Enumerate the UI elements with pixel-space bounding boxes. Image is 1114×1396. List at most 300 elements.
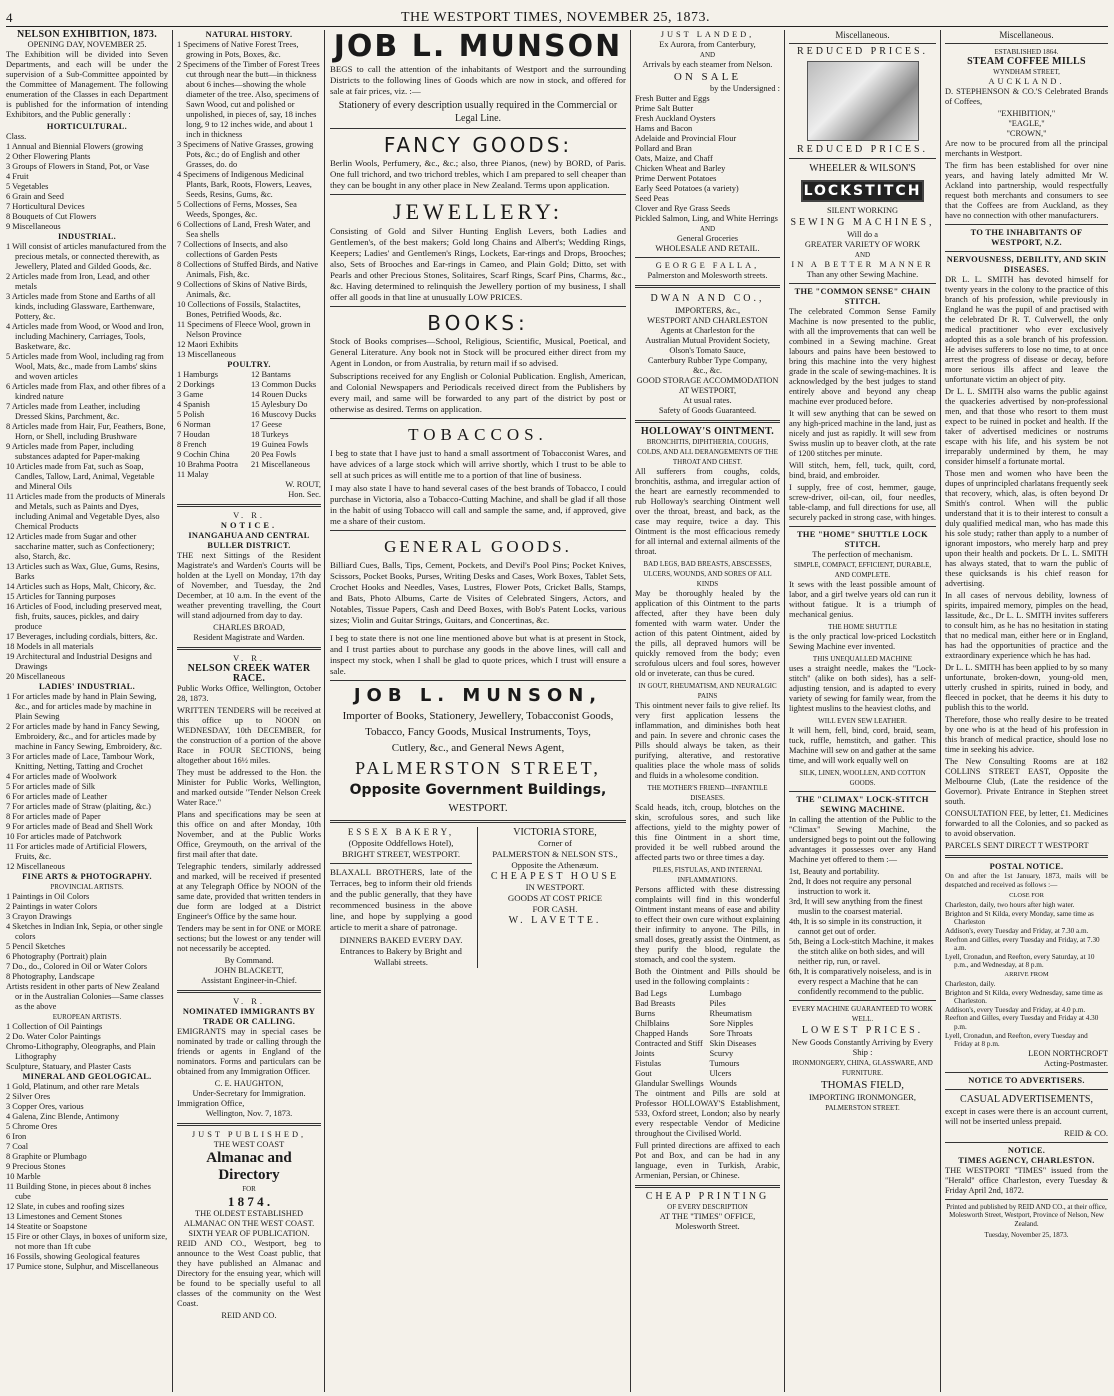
list-item: 10 Collections of Fossils, Stalactites, Bones, Petrified Woods, &c. xyxy=(177,300,301,319)
almanac-title: Almanac and Directory xyxy=(206,1150,292,1183)
under-secretary: Under-Secretary for Immigration. xyxy=(192,1089,306,1098)
holloway-end: The ointment and Pills are sold at Professor HOLLOWAY'S Establishment, 533, Oxford street, London; also by nearly every respectable Vendor of Medicine throughout the Civilised World. xyxy=(635,1089,780,1138)
list-item: Contracted and Stiff Joints xyxy=(635,1039,703,1058)
greater-variety: GREATER VARIETY OF WORK xyxy=(804,240,921,249)
munson-name-2: JOB L. MUNSON, xyxy=(353,685,603,706)
unequalled-sub: THIS UNEQUALLED MACHINE xyxy=(812,655,913,663)
sixth-year: SIXTH YEAR OF PUBLICATION. xyxy=(188,1229,310,1238)
column-munson xyxy=(330,30,626,1390)
tobaccos-text: I beg to state that I have just to hand a small assortment of Tobacconist Wares, and have advices of a large stock which will arrive shortly, which I trust to be able to sell at such prices as will entitle me to a portion of that line of business. xyxy=(330,448,626,480)
list-item: 10 Marble xyxy=(6,1172,41,1181)
climax-list xyxy=(789,867,936,997)
list-item: Chicken Wheat and Barley xyxy=(635,164,726,173)
list-item: 5 For articles made of Silk xyxy=(6,782,96,791)
list-item: 5 Articles made from Wool, including rag from Wool, Mats, &c., made from Lambs' skins and woven articles xyxy=(6,352,164,381)
list-item: 10 For articles made of Patchwork xyxy=(6,832,122,841)
common-sense-text-4: I supply, free of cost, hemmer, gauge, screw-driver, oil-can, oil, four needles, table-clamp, and full directions for use, all securely packed in strong case, with hinges. xyxy=(789,483,936,522)
horticultural-heading: HORTICULTURAL. xyxy=(46,122,128,131)
list-item: 16 Articles of Food, including preserved meat, fish, fruits, sauces, pickles, and dairy produce xyxy=(6,602,162,631)
list-item: 12 Bantams xyxy=(251,370,291,379)
west-coast: THE WEST COAST xyxy=(213,1140,285,1149)
notice-advertisers: NOTICE TO ADVERTISERS. xyxy=(968,1075,1085,1085)
smith-parcels: PARCELS SENT DIRECT T WESTPORT xyxy=(945,841,1089,850)
holloway-subhead: BRONCHITIS, DIPHTHERIA, COUGHS, COLDS, AND ALL DERANGEMENTS OF THE THROAT AND CHEST. xyxy=(637,438,778,466)
list-item: 2 For articles made by hand in Fancy Sewing, Embroidery, &c., and for articles made by machine in Fancy Sewing, Embroidery, &c. xyxy=(6,722,162,751)
home-text: It sews with the least possible amount of labor, and a girl twelve years old can run it without fatigue. It is a triumph of mechanical genius. xyxy=(789,580,936,619)
in-westport: IN WESTPORT. xyxy=(525,882,585,892)
list-item: 4 Fruit xyxy=(6,172,29,181)
exhibition-title: NELSON EXHIBITION, 1873. xyxy=(16,30,157,40)
list-item: 5 Chrome Ores xyxy=(6,1122,58,1131)
broad-signature: CHARLES BROAD, xyxy=(213,623,285,632)
will-do: Will do a xyxy=(847,230,878,239)
leather-text: It will hem, fell, bind, cord, braid, seam, tuck, ruffle, hemstitch, and gather. This Machine will sew on and gather at the same time, and will work equally well on xyxy=(789,726,936,765)
dwan-importers: IMPORTERS, &c., xyxy=(674,306,741,315)
lowest-prices: LOWEST PRICES. xyxy=(801,1025,924,1036)
list-item: Fresh Auckland Oysters xyxy=(635,114,716,123)
list-item: 17 Geese xyxy=(251,420,282,429)
list-item: 9 Collections of Skins of Native Birds, Animals, &c. xyxy=(177,280,308,299)
list-item: Piles xyxy=(709,999,726,1008)
list-item: 6 Collections of Land, Fresh Water, and Sea shells xyxy=(177,220,311,239)
munson-name: JOB L. MUNSON xyxy=(333,30,623,64)
list-item: 9 Cochin China xyxy=(177,450,230,459)
close-for: CLOSE FOR xyxy=(1009,892,1044,900)
reduced-prices: REDUCED PRICES. xyxy=(796,46,929,57)
general-goods-text: Billiard Cues, Balls, Tips, Cement, Pockets, and Devil's Pool Pins; Pocket Knives, Scissors, Pocket Books, Purses, Writing Desks and Cases, Work Boxes, Tablet Sets, Crochet Hooks and Needles, Vases, Lustres, Flower Pots, Cricket Balls, Stamps, and Bats, Photo Albums, Carte de Visites of Celebrated Singers, Actors, and Notables, Tissue Papers, Cash and Deed Boxes, with Bob's Patent Locks, various sizes; Violin and Guitar Strings, Guitars, and Concertinas, &c. xyxy=(330,560,626,625)
list-item: 19 Architectural and Industrial Designs and Drawings xyxy=(6,652,152,671)
paragraph: They must be addressed to the Hon. the Minister for Public Works, Wellington, and marked outside "Tender Nelson Creek Water Race." xyxy=(177,768,321,807)
palmerston-street: PALMERSTON STREET, xyxy=(355,758,601,778)
list-item: 9 For articles made of Bead and Shell Work xyxy=(6,822,153,831)
inangahua-heading: INANGAHUA AND CENTRAL BULLER DISTRICT. xyxy=(188,531,310,550)
list-item: 3 Copper Ores, various xyxy=(6,1102,84,1111)
list-item: 5 Polish xyxy=(177,410,205,419)
list-item: 4 Spanish xyxy=(177,400,210,409)
importer-line-3: Cutlery, &c., and General News Agent, xyxy=(391,742,565,754)
list-item: Chilblains xyxy=(635,1019,670,1028)
times-office: AT THE "TIMES" OFFICE, xyxy=(659,1212,756,1221)
list-item: 2 Specimens of the Timber of Forest Trees cut through near the butt—in thickness about 6 inches—showing the whole diameter of the tree. Also, specimens of Sawn Wood, cut and polished or unpolished, in pieces of, say, 18 inches long, 9 to 12 inches wide, and about 1 inch in thickness xyxy=(177,60,320,139)
holloway-heading: HOLLOWAY'S OINTMENT. xyxy=(640,426,775,437)
casual-text: except in cases were there is an account current, will not be inserted unless prepaid. xyxy=(945,1106,1108,1126)
misc-heading-5: Miscellaneous. xyxy=(835,30,890,40)
common-sense-heading: THE "COMMON SENSE" CHAIN STITCH. xyxy=(794,287,931,306)
list-item: 12 Maori Exhibits xyxy=(177,340,238,349)
acting-postmaster: Acting-Postmaster. xyxy=(1044,1058,1108,1068)
industrial-heading: INDUSTRIAL. xyxy=(58,232,116,241)
guarantee-line: EVERY MACHINE GUARANTEED TO WORK WELL. xyxy=(792,1005,933,1023)
smith-text-6: Therefore, those who really desire to be treated by one who is at the head of his profession in this branch of medical practice, should lose no time in seeking his advice. xyxy=(945,715,1108,754)
list-item: 4 For articles made of Woolwork xyxy=(6,772,117,781)
list-item: 3rd, It will sew anything from the finest muslin to the coarsest material. xyxy=(789,897,923,916)
list-item: 2 Articles made from Iron, Lead, and other metals xyxy=(6,272,150,291)
list-item: 2 Other Flowering Plants xyxy=(6,152,91,161)
list-item: Bad Breasts xyxy=(635,999,676,1008)
list-item: "CROWN," xyxy=(1006,129,1047,138)
importer-line: Importer of Books, Stationery, Jewellery, Tobacconist Goods, xyxy=(342,710,614,722)
list-item: Addison's, every Tuesday and Friday, at 7.30 a.m. xyxy=(945,926,1089,935)
list-item: 1 Annual and Biennial Flowers (growing xyxy=(6,142,144,151)
ironmongery-line: IRONMONGERY, CHINA, GLASSWARE, AND FURNITURE. xyxy=(792,1059,933,1077)
than-any: Than any other Sewing Machine. xyxy=(806,270,919,279)
poultry-heading: POULTRY. xyxy=(227,360,271,369)
list-item: 1st, Beauty and portability. xyxy=(789,867,880,876)
column-coffee-postal xyxy=(945,30,1108,1390)
poultry-table xyxy=(177,370,321,480)
list-item: 13 Limestones and Cement Stones xyxy=(6,1212,122,1221)
list-item: Brighton and St Kilda, every Wednesday, same time as Charleston. xyxy=(945,988,1103,1006)
list-item: 5 Pencil Sketches xyxy=(6,942,66,951)
list-item: 12 Articles made from Sugar and other saccharine matter, such as Confectionery; also, Starch, &c. xyxy=(6,532,155,561)
nervousness-heading: NERVOUSNESS, DEBILITY, AND SKIN DISEASES. xyxy=(946,255,1107,274)
ladies-list xyxy=(6,692,168,872)
books-text-2: Subscriptions received for any English or Colonial Publication. English, American, and Colonial Newspapers and Periodicals received direct from the Publishers by every mail, and same will be forwarded to any part of the district by post or otherwise as desired. Terms on application. xyxy=(330,371,626,414)
fine-arts-list xyxy=(6,892,168,1012)
list-item: 3 Crayon Drawings xyxy=(6,912,72,921)
haughton-signature: C. E. HAUGHTON, xyxy=(214,1079,284,1088)
vr-mark-2: V. R. xyxy=(233,654,265,663)
new-goods: New Goods Constantly Arriving by Every Ship : xyxy=(791,1038,934,1057)
holloway-para-2: May be thoroughly healed by the application of this Ointment to the parts affected, after they have been duly fomented with warm water. Under the action of this patent Ointment, aided by the pills, all depraved humors will be quickly removed from the body; even scrofulous ulcers and foul sores, however old or inveterate, can thus be cured. xyxy=(635,589,780,678)
list-item: "EXHIBITION," xyxy=(997,109,1056,118)
list-item: 2 Silver Ores xyxy=(6,1092,51,1101)
times-agency: TIMES AGENCY, CHARLESTON. xyxy=(958,1155,1095,1165)
list-item: 4 Sketches in Indian Ink, Sepia, or other single colors xyxy=(6,922,163,941)
list-item: 13 Articles such as Wax, Glue, Gums, Resins, Barks xyxy=(6,562,160,581)
climax-text: In calling the attention of the Public to the "Climax" Sewing Machine, the undersigned begs to point out the following advantages it possesses over any Hand Machine yet offered to them :— xyxy=(789,815,936,864)
list-item: 11 Building Stone, in pieces about 8 inches cube xyxy=(6,1182,151,1201)
list-item: 9 Miscellaneous xyxy=(6,222,61,231)
westport-charleston: WESTPORT AND CHARLESTON xyxy=(647,316,768,325)
vr-mark-3: V. R. xyxy=(233,997,265,1006)
mineral-heading: MINERAL AND GEOLOGICAL. xyxy=(22,1072,152,1081)
list-item: Fistulas xyxy=(635,1059,662,1068)
holloway-end-2: Full printed directions are affixed to each Pot and Box, and can be had in any language, even in Turkish, Arabic, Armenian, Persian, or Chinese. xyxy=(635,1141,780,1180)
steam-coffee-mills: STEAM COFFEE MILLS xyxy=(967,56,1086,67)
list-item: 11 For articles made of Artificial Flowers, Fruits, &c. xyxy=(6,842,147,861)
safety-line: Safety of Goods Guaranteed. xyxy=(658,406,757,415)
list-item: 14 Steatite or Soapstone xyxy=(6,1222,88,1231)
list-item: 1 Hamburgs xyxy=(177,370,219,379)
list-item: 14 Articles such as Hops, Malt, Chicory, &c. xyxy=(6,582,156,591)
and-label-2: AND xyxy=(699,225,716,233)
list-item: Oats, Maize, and Chaff xyxy=(635,154,713,163)
cost-price: GOODS AT COST PRICE xyxy=(507,893,603,903)
list-item: Lumbago xyxy=(709,989,742,998)
list-item: 3 For articles made of Lace, Tambour Work, Knitting, Netting, Tatting and Crochet xyxy=(6,752,155,771)
list-item: 2 Dorkings xyxy=(177,380,215,389)
list-item: 15 Aylesbury Do xyxy=(251,400,308,409)
list-item: 6 For articles made of Leather xyxy=(6,792,108,801)
list-item: 3 Specimens of Native Grasses, growing Pots, &c.; do of English and other Grasses, do. do xyxy=(177,140,314,169)
home-simple: SIMPLE, COMPACT, EFFICIENT, DURABLE, AND COMPLETE. xyxy=(793,561,932,579)
blaxall-text: BLAXALL BROTHERS, late of the Terraces, beg to inform their old friends and the public generally, that they have recommenced business in the above line, and hope by supplying a good article to merit a share of patronage. xyxy=(330,867,472,932)
nominated-date: Wellington, Nov. 7, 1873. xyxy=(205,1109,293,1118)
paragraph: WRITTEN TENDERS will be received at this office up to NOON on WEDNESDAY, 10th DECEMBER, for the construction of a portion of the above Race in FOUR SECTIONS, being altogether about 16½ miles. xyxy=(177,706,321,765)
hon-sec: Hon. Sec. xyxy=(288,490,321,499)
imprint: Printed and published by REID AND CO., at their office, Molesworth Street, Westport, Province of Nelson, New Zealand. xyxy=(946,1202,1107,1228)
victoria-streets: PALMERSTON & NELSON STS., xyxy=(492,849,618,859)
list-item: 1 For articles made by hand in Plain Sewing, &c., and for articles made by machine in Plain Sewing xyxy=(6,692,157,721)
casual-advertisements: CASUAL ADVERTISEMENTS, xyxy=(960,1093,1093,1105)
good-storage: GOOD STORAGE ACCOMMODATION AT WESTPORT, xyxy=(636,376,779,395)
column-exhibition xyxy=(6,30,168,1390)
list-item: Adelaide and Provincial Flour xyxy=(635,134,737,143)
better-manner: IN A BETTER MANNER xyxy=(791,260,934,269)
blackett-signature: JOHN BLACKETT, xyxy=(214,966,284,975)
list-item: 18 Models in all materials xyxy=(6,642,94,651)
common-sense-text: The celebrated Common Sense Family Machine is now presented to the public, with all the improvements that can well be combined in a Sewing machine. Great labours and pains have been bestowed to bring this machine into the very highest grade in the scale of sewing-machines. It is acknowledged by the best judges to stand entirely above and beyond any cheap machine ever produced before. xyxy=(789,307,936,406)
unequalled-text: uses a straight needle, makes the "Lock-stitch" (alike on both sides), has a self-adjusting tension, and is adapted to every variety of sewing for family wear, from the lightest muslins to the heaviest cloths, and xyxy=(789,664,936,713)
list-item: Prime Derwent Potatoes xyxy=(635,174,717,183)
list-item: 9 Precious Stones xyxy=(6,1162,66,1171)
list-item: 20 Pea Fowls xyxy=(251,450,297,459)
list-item: 14 Rouen Ducks xyxy=(251,390,307,399)
list-item: 11 Malay xyxy=(177,470,209,479)
list-item: Sore Throats xyxy=(709,1029,753,1038)
for-label: FOR xyxy=(242,1185,256,1193)
exhibition-intro: The Exhibition will be divided into Seven Departments, and each will be under the supervision of a Sub-Committee appointed by the Committee of Management. The following enumeration of the Classes in each Department is published for the information of intending Exhibitors, and the Public generally : xyxy=(6,50,168,119)
list-item: Rheumatism xyxy=(709,1009,752,1018)
stephenson-text-2: Are now to be procured from all the principal merchants in Westport. xyxy=(945,139,1108,158)
list-item: Reefton and Gilles, every Tuesday and Friday at 4.30 p.m. xyxy=(945,1014,1099,1031)
arrive-list xyxy=(945,980,1108,1049)
industrial-list xyxy=(6,242,168,682)
list-item: 13 Common Ducks xyxy=(251,380,317,389)
list-item: 8 Graphite or Plumbago xyxy=(6,1152,87,1161)
sewing-machines: SEWING MACHINES, xyxy=(790,217,935,228)
list-item: 7 Horticultural Devices xyxy=(6,202,85,211)
list-item: 5 Collections of Ferns, Mosses, Sea Weeds, Sponges, &c. xyxy=(177,200,297,219)
dwan-co: DWAN AND CO., xyxy=(650,293,765,304)
groceries: General Groceries xyxy=(676,234,739,243)
cheap-printing: CHEAP PRINTING xyxy=(645,1191,770,1202)
list-item: 17 Pumice stone, Sulphur, and Miscellaneous xyxy=(6,1262,159,1271)
list-item: Chapped Hands xyxy=(635,1029,689,1038)
list-item: Seed Peas xyxy=(635,194,669,203)
established-1864: ESTABLISHED 1864. xyxy=(994,48,1059,56)
list-item: Brighton and St Kilda, every Monday, same time as Charleston xyxy=(945,909,1094,927)
molesworth-street: Molesworth Street. xyxy=(675,1222,740,1231)
list-item: 17 Beverages, including cordials, bitters, &c. xyxy=(6,632,158,641)
list-item: 7 Coal xyxy=(6,1142,29,1151)
list-item: 11 Articles made from the products of Minerals and Metals, such as Paints and Dyes, including Animal and Vegetable Dyes, also Chemical Products xyxy=(6,492,166,531)
smith-text-1: DR L. L. SMITH has devoted himself for twenty years in the colony to the practice of this branch of his profession, while previously in England he was the pupil of and practised with the celebrated Dr R. T. Culverwell, the only medical practitioner who ever exclusively adopted this as a sole branch of his profession. He advises sufferers to lose no time, to at once arrest the progress of disease or decay, before more serious ills affect and leave the unfortunate victim an object of pity. xyxy=(945,275,1108,384)
stephenson-text: D. STEPHENSON & CO.'S Celebrated Brands of Coffees, xyxy=(945,87,1108,106)
list-item: Charleston, daily, two hours after high water. xyxy=(945,901,1075,910)
notice-heading: NOTICE. xyxy=(220,521,278,530)
essex-bakery: ESSEX BAKERY, xyxy=(347,827,455,837)
times-agency-text: THE WESTPORT "TIMES" issued from the "Herald" office Charleston, every Tuesday & Friday April 2nd, 1872. xyxy=(945,1165,1108,1195)
list-item: 15 Fire or other Clays, in boxes of uniform size, not more than 1ft cube xyxy=(6,1232,168,1251)
stationery-line: Stationery of every description usually required in the Commercial or Legal Line. xyxy=(338,100,618,124)
munson-intro: BEGS to call the attention of the inhabitants of Westport and the surrounding Districts to the following lines of Goods which are now in stock, and offered for sale at fair prices, viz. :— xyxy=(330,64,626,96)
ladies-heading: LADIES' INDUSTRIAL. xyxy=(39,682,135,691)
list-item: 10 Articles made from Fat, such as Soap, Candles, Tallow, Lard, Animal, Vegetable and Mineral Oils xyxy=(6,462,155,491)
list-item: 4 Specimens of Indigenous Medicinal Plants, Bark, Roots, Flowers, Leaves, Seeds, Resins, Gums, &c. xyxy=(177,170,312,199)
class-label: Class. xyxy=(6,132,27,141)
home-perfection: The perfection of mechanism. xyxy=(812,550,913,559)
imprint-date: Tuesday, November 25, 1873. xyxy=(984,1231,1069,1240)
paragraph: Telegraphic tenders, similarly addressed and marked, will be received if presented at any Telegraph Office by NOON of the same date, provided that written tenders in due form are lodged at a District Engineer's Office by the same hour. xyxy=(177,862,321,921)
list-item: Clover and Rye Grass Seeds xyxy=(635,204,731,213)
list-item: 9 Articles made from Paper, including substances adapted for Paper-making xyxy=(6,442,140,461)
aurora-line: Ex Aurora, from Canterbury, xyxy=(659,40,756,49)
smith-text-7: The New Consulting Rooms are at 182 COLLINS STREET EAST, Opposite the Melbourne Club, (Late the residence of the Governor). Private Entrance in Stephen street south. xyxy=(945,757,1108,806)
almanac-year: 1 8 7 4 . xyxy=(227,1194,271,1209)
thomas-field: THOMAS FIELD, xyxy=(820,1079,905,1091)
inangahua-text: THE next Sittings of the Resident Magistrate's and Warden's Courts will be holden at the Lyell on Monday, 17th day of November, and Tuesday, the 2nd December, at 10 a.m. In the event of the weather preventing travelling, the Court will stand adjourned from day to day. xyxy=(177,551,321,620)
column-falla-holloway xyxy=(635,30,780,1390)
by-command: By Command. xyxy=(224,956,274,965)
list-item: 8 Photography, Landscape xyxy=(6,972,95,981)
list-item: 18 Turkeys xyxy=(251,430,289,439)
bakery-victoria-row xyxy=(330,827,626,968)
paragraph: Public Works Office, Wellington, October 28, 1873. xyxy=(177,684,321,703)
list-item: 2 Do. Water Color Paintings xyxy=(6,1032,101,1041)
list-item: 5 Vegetables xyxy=(6,182,49,191)
list-item: 3 Groups of Flowers in Stand, Pot, or Vase xyxy=(6,162,150,171)
list-item: 13 Miscellaneous xyxy=(177,350,236,359)
list-item: Ulcers xyxy=(709,1069,732,1078)
provincial-heading: PROVINCIAL ARTISTS. xyxy=(50,883,124,891)
close-list xyxy=(945,901,1108,970)
paragraph: Tenders may be sent in for ONE or MORE sections; but the lowest or any tender will not necessarily be accepted. xyxy=(177,924,321,953)
just-landed: JUST LANDED, xyxy=(660,30,755,39)
smith-text-5: Dr L. L. SMITH has been applied to by so many unfortunate, broken-down, young-old men, utterly crushed in spirits, ruined in body, and fleeced in pocket, that he deems it his duty to publish this to the world. xyxy=(945,663,1108,712)
usual-rates: At usual rates. xyxy=(683,396,732,405)
books-heading: BOOKS: xyxy=(427,311,529,335)
fancy-goods-heading: FANCY GOODS: xyxy=(383,133,573,157)
holloway-para-3: This ointment never fails to give relief. Its very first application lessens the inflammation, and diminishes both heat and pain. In severe and chronic cases the Pills should always be taken, as their purifying, alterative, and restorative qualities place the whole mass of solids and fluids in a wholesome condition. xyxy=(635,701,780,780)
reid-co: REID & CO. xyxy=(1064,1128,1108,1138)
list-item: 6 Photography (Portrait) plain xyxy=(6,952,107,961)
natural-history-list xyxy=(177,40,321,360)
list-item: Skin Diseases xyxy=(709,1039,757,1048)
list-item: 8 Collections of Stuffed Birds, and Native Animals, Fish, &c. xyxy=(177,260,319,279)
common-sense-text-2: It will sew anything that can be sewed on any high-priced machine in the land, just as nicely and just as rapidly. It will sew from Swiss muslin up to beaver cloth, at the rate of 1200 stitches per minute. xyxy=(789,409,936,458)
list-item: Hams and Bacon xyxy=(635,124,693,133)
list-item: 3 Game xyxy=(177,390,204,399)
silent-working: SILENT WORKING xyxy=(826,206,899,215)
list-item: 5th, Being a Lock-stitch Machine, it makes the stitch alike on both sides, and will neither rip, run, or ravel. xyxy=(789,937,934,966)
smith-text-3: Those men and women who have been the dupes of unprincipled charlatans frequently seek that recovery, which, alas, is often beyond Dr Smith's control. When will the public understand that it is to their interest to consult a duly qualified medical man, who has made this his sole study; rather than apply to a number of ignorant impostors, who merely harp and prey upon their health and pockets. Dr L. L. SMITH has always stated, that to warn the public of these quicksands is his chief reason for advertising. xyxy=(945,469,1108,588)
tobaccos-heading: TOBACCOS. xyxy=(408,425,548,444)
climax-heading: THE "CLIMAX" LOCK-STITCH SEWING MACHINE. xyxy=(796,795,929,814)
vr-mark: V. R. xyxy=(233,511,265,520)
list-item: Reefton and Gilles, every Tuesday and Friday, at 7.30 a.m. xyxy=(945,935,1100,953)
list-item: Tumours xyxy=(709,1059,740,1068)
column-sewing xyxy=(789,30,936,1390)
victoria-store: VICTORIA STORE, xyxy=(513,827,597,838)
nelson-creek-heading: NELSON CREEK WATER RACE. xyxy=(187,663,311,684)
list-item: 20 Miscellaneous xyxy=(6,672,65,681)
leon-northcroft: LEON NORTHCROFT xyxy=(1028,1048,1108,1058)
coffee-brands xyxy=(945,109,1108,139)
arrivals-line: Arrivals by each steamer from Nelson. xyxy=(642,60,773,69)
nominated-text: EMIGRANTS may in special cases be nominated by trade or calling through the friends or agents in England of the nominators. Forms and particulars can be obtained from any Immigration Officer. xyxy=(177,1027,321,1076)
misc-heading-6: Miscellaneous. xyxy=(999,30,1054,40)
holloway-para-6: Both the Ointment and Pills should be used in the following complaints : xyxy=(635,967,780,986)
entrances-line: Entrances to Bakery by Bright and Wallabi streets. xyxy=(340,946,462,967)
reid-text: REID AND CO., Westport, beg to announce to the West Coast public, that they have published an Almanac and Directory for the ensuing year, which will be found to be specially useful to all classes of the community on the West Coast. xyxy=(177,1239,321,1308)
holloway-subhead-5: PILES, FISTULAS, AND INTERNAL INFLAMMATIONS. xyxy=(652,866,763,884)
and-label: AND xyxy=(699,51,716,59)
list-item: 8 Articles made from Hair, Fur, Feathers, Bone, Horn, or Shell, including Brushware xyxy=(6,422,166,441)
smith-text-8: CONSULTATION FEE, by letter, £1. Medicines forwarded to all the Colonies, and so packed as to avoid observation. xyxy=(945,809,1108,838)
oldest-almanac: THE OLDEST ESTABLISHED ALMANAC ON THE WEST COAST. xyxy=(183,1209,315,1228)
list-item: Artists resident in other parts of New Zealand or in the Australian Colonies—Same classes as the above xyxy=(6,982,164,1011)
smith-text-4: In all cases of nervous debility, lowness of spirits, impaired memory, pimples on the head, lassitude, &c., Dr L. L. SMITH invites sufferers to consult him, as he has no hesitation in stating that no medical man, either here or in England, has had the opportunities of practice and the extraordinary experience which he has had. xyxy=(945,591,1108,660)
holloway-para-1: All sufferers from coughs, colds, bronchitis, asthma, and irregular action of the heart are earnestly recommended to rub Holloway's searching Ointment well over the throat, breast, and back, as the case may require, twice a day. This Ointment is the most efficacious remedy for all internal and external ailments of the throat. xyxy=(635,467,780,556)
list-item: 7 Do., do., Colored in Oil or Water Colors xyxy=(6,962,148,971)
postal-text: On and after the 1st January, 1873, mails will be despatched and received as follows :— xyxy=(945,872,1108,889)
masthead xyxy=(6,6,1108,27)
engineer-title: Assistant Engineer-in-Chief. xyxy=(201,976,297,985)
victoria-corner: Corner of xyxy=(538,838,572,848)
tobaccos-text-2: I may also state I have to hand several cases of the best brands of Tobacco, I could purchase in Victoria, also a Tobacco-Cutting Machine, and shall be glad if all those in the habit of using Tobacco will call and sample the same, and, if approved, give me a share of their custom. xyxy=(330,483,626,526)
sewing-machine-illustration xyxy=(807,61,919,141)
list-item: 2 Paintings in water Colors xyxy=(6,902,98,911)
list-item: 16 Fossils, showing Geological features xyxy=(6,1252,140,1261)
list-item: Charleston, daily. xyxy=(945,979,996,988)
list-item: "EAGLE," xyxy=(1008,119,1045,128)
falla-address: Palmerston and Molesworth streets. xyxy=(647,271,768,280)
books-text: Stock of Books comprises—School, Religious, Scientific, Musical, Poetical, and General Literature. Any book not in Stock will be procured either direct from my Agent in London, or from Australia, by return mail if so advised. xyxy=(330,336,626,368)
list-item: 1 Will consist of articles manufactured from the precious metals, or connected therewith, as Jewellery, Plated and Gilded Goods, &c. xyxy=(6,242,167,271)
jewellery-text: Consisting of Gold and Silver Hunting English Levers, both Ladies and Gentlemen's, of the best makers; Gold long Chains and Albert's; Wedding Rings, Keepers; Ladies' and Gentlemen's Rings, Lockets, Ear-rings and Drops, Brooches; also, Sets of Brooches and Ear-rings in Cameo, and Plain Gold; Ditto, set with Pearls and other Precious Stones, Solitaires, Scarf Rings, Scarf Pins, Charms, &c., &c. Having determined to relinquish the Jewellery portion of my business, I shall offer all goods in that line at unusually LOW PRICES. xyxy=(330,226,626,302)
stephenson-text-3: The firm has been established for over nine years, and having lately admitted Mr W. Ackland into partnership, would respectfully request both merchants and consumers to see that the Coffees are from Auckland, as they have no connection with other manufacturers. xyxy=(945,161,1108,220)
list-item: Bad Legs xyxy=(635,989,667,998)
rout-signature: W. ROUT, xyxy=(285,480,321,489)
cheapest-house: CHEAPEST HOUSE xyxy=(490,871,620,882)
list-item: 7 Houdan xyxy=(177,430,210,439)
sale-items xyxy=(635,94,780,224)
list-item: 11 Specimens of Fleece Wool, grown in Nelson Province xyxy=(177,320,311,339)
lavette: W. LAVETTE. xyxy=(508,915,602,926)
list-item: 6 Norman xyxy=(177,420,211,429)
general-goods-heading: GENERAL GOODS. xyxy=(384,537,572,556)
complaints-table xyxy=(635,989,780,1089)
list-item: Gout xyxy=(635,1069,652,1078)
list-item: Lyell, Cronadun, and Reefton, every Tuesday and Friday at 8 p.m. xyxy=(945,1031,1088,1049)
list-item: 6 Articles made from Flax, and other fibres of a kindred nature xyxy=(6,382,166,401)
essex-location: (Opposite Oddfellows Hotel), xyxy=(348,838,454,848)
on-sale: ON SALE xyxy=(673,71,742,83)
agents-line: Agents at Charleston for the xyxy=(660,326,755,335)
list-item: 12 Slate, in cubes and roofing sizes xyxy=(6,1202,125,1211)
european-list xyxy=(6,1022,168,1072)
fine-arts-heading: FINE ARTS & PHOTOGRAPHY. xyxy=(22,872,152,881)
palmerston-street-5: PALMERSTON STREET. xyxy=(825,1104,900,1112)
list-item: Addison's, every Tuesday and Friday, at 4.0 p.m. xyxy=(945,1005,1086,1014)
list-item: 6 Iron xyxy=(6,1132,27,1141)
list-item: Sculpture, Statuary, and Plaster Casts xyxy=(6,1062,132,1071)
list-item: 12 Miscellaneous xyxy=(6,862,65,871)
home-shuttle-text: is the only practical low-priced Lockstitch Sewing Machine ever invented. xyxy=(789,632,936,651)
list-item: Fresh Butter and Eggs xyxy=(635,94,710,103)
holloway-subhead-3: IN GOUT, RHEUMATISM, AND NEURALGIC PAINS xyxy=(638,682,777,700)
list-item: 4th, It is so simple in its construction, it cannot get out of order. xyxy=(789,917,922,936)
westport-label: WESTPORT. xyxy=(448,802,508,814)
list-item: Pollard and Bran xyxy=(635,144,692,153)
canterbury-rubber: Canterbury Rubber Type Company, xyxy=(647,356,768,365)
list-item: 7 For articles made of Straw (plaiting, &c.) xyxy=(6,802,151,811)
paragraph: Plans and specifications may be seen at this office on and after Monday, 10th November, and at the Public Works Office, Greymouth, on the arrival of the first mail after that date. xyxy=(177,810,321,859)
smith-text-2: Dr L. L. SMITH also warns the public against the quackeries advertised by non-professional men, and that those who resort to them must expect to be ruined in pocket and health. If the taker of advertised medicines or nostrums escape with his life, and his system be not irreparably undermined by them, he may consider himself a fortunate mortal. xyxy=(945,387,1108,466)
list-item: 19 Guinea Fowls xyxy=(251,440,309,449)
